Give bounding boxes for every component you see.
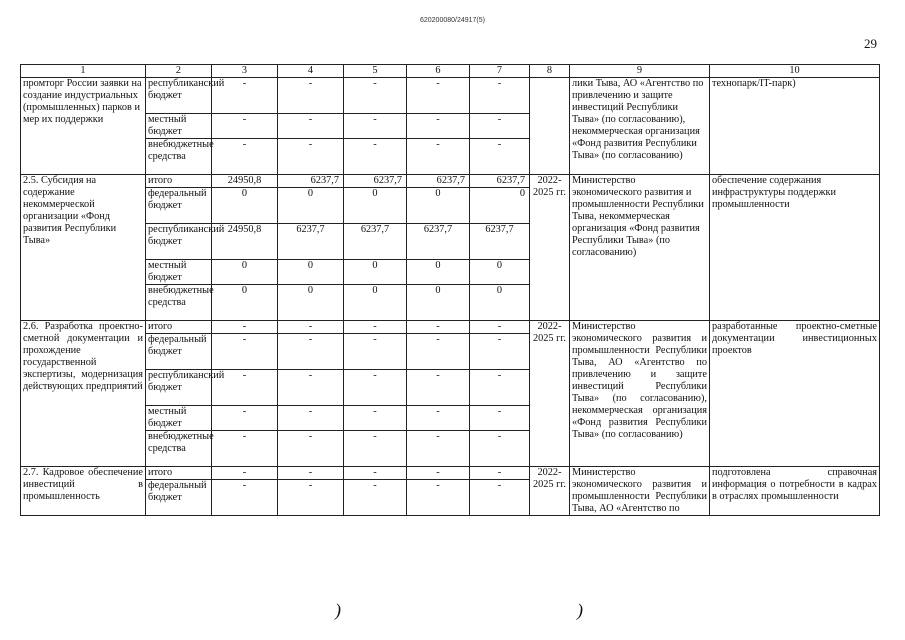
value-cell: - (212, 321, 278, 334)
funding-source: местный бюджет (146, 114, 212, 139)
table-row (21, 78, 880, 114)
activity-title: 2.7. Кадровое обеспечение инвестиций в промышленность (21, 467, 146, 516)
value-cell: - (344, 78, 407, 114)
col-header: 9 (570, 65, 710, 78)
value-cell: - (344, 114, 407, 139)
value-cell: - (344, 480, 407, 516)
funding-source: местный бюджет (146, 260, 212, 285)
value-cell: - (470, 321, 530, 334)
col-header: 3 (212, 65, 278, 78)
value-cell: - (407, 321, 470, 334)
funding-source: федеральный бюджет (146, 188, 212, 224)
value-cell: - (212, 139, 278, 175)
funding-source: итого (146, 321, 212, 334)
value-cell: - (470, 467, 530, 480)
value-cell: - (278, 114, 344, 139)
value-cell: - (344, 321, 407, 334)
header-row (21, 65, 880, 78)
value-cell: - (344, 139, 407, 175)
document-id: 620200080/24917(5) (419, 17, 485, 24)
result-cell: технопарк/IT-парк) (710, 78, 880, 175)
funding-source: внебюджетные средства (146, 431, 212, 467)
activity-title: 2.5. Субсидия на содержание некоммерческой организации «Фонд развития Республики Тыва» (21, 175, 146, 321)
value-cell: - (470, 406, 530, 431)
funding-source: республиканский бюджет (146, 370, 212, 406)
value-cell: - (407, 139, 470, 175)
value-cell: - (407, 467, 470, 480)
value-cell: - (407, 406, 470, 431)
result-cell: подготовлена справочная информация о потребности в кадрах в отраслях промышленности (710, 467, 880, 516)
value-cell: 6237,7 (407, 224, 470, 260)
value-cell: 6237,7 (470, 224, 530, 260)
value-cell: - (278, 321, 344, 334)
value-cell: - (212, 467, 278, 480)
value-cell: 0 (407, 260, 470, 285)
value-cell: 6237,7 (344, 224, 407, 260)
value-cell: 24950,8 (212, 175, 278, 188)
funding-source: итого (146, 175, 212, 188)
funding-source: внебюджетные средства (146, 139, 212, 175)
funding-source: итого (146, 467, 212, 480)
value-cell: 0 (470, 285, 530, 321)
value-cell: - (278, 431, 344, 467)
value-cell: 6237,7 (407, 175, 470, 188)
col-header: 5 (344, 65, 407, 78)
funding-source: местный бюджет (146, 406, 212, 431)
period-cell: 2022-2025 гг. (530, 321, 570, 467)
value-cell: - (278, 139, 344, 175)
program-table (20, 64, 880, 516)
value-cell: - (407, 431, 470, 467)
value-cell: 0 (212, 285, 278, 321)
value-cell: - (344, 431, 407, 467)
value-cell: 6237,7 (344, 175, 407, 188)
period-cell: 2022-2025 гг. (530, 467, 570, 516)
value-cell: - (407, 78, 470, 114)
value-cell: 0 (407, 285, 470, 321)
value-cell: 0 (278, 285, 344, 321)
pen-mark: ) (335, 600, 341, 620)
value-cell: - (407, 334, 470, 370)
value-cell: - (407, 480, 470, 516)
value-cell: 0 (407, 188, 470, 224)
col-header: 2 (146, 65, 212, 78)
activity-title: промторг России заявки на создание индустриальных (промышленных) парков и мер их поддержки (21, 78, 146, 175)
value-cell: - (407, 370, 470, 406)
pen-mark: ) (577, 600, 583, 620)
value-cell: - (344, 406, 407, 431)
value-cell: - (278, 370, 344, 406)
value-cell: - (470, 480, 530, 516)
table-row (21, 467, 880, 480)
value-cell: 0 (470, 188, 530, 224)
value-cell: 0 (344, 285, 407, 321)
value-cell: - (278, 406, 344, 431)
funding-source: республиканский бюджет (146, 224, 212, 260)
funding-source: республиканский бюджет (146, 78, 212, 114)
value-cell: - (344, 370, 407, 406)
value-cell: 0 (344, 260, 407, 285)
value-cell: 0 (212, 188, 278, 224)
value-cell: - (344, 467, 407, 480)
value-cell: - (278, 480, 344, 516)
value-cell: - (278, 467, 344, 480)
page-number: 29 (864, 36, 877, 51)
value-cell: - (212, 406, 278, 431)
executor-cell: лики Тыва, АО «Агентство по привлечению и защите инвестиций Республики Тыва» (по согласованию), некоммерческая организация «Фонд развития Республики Тыва» (по согласованию) (570, 78, 710, 175)
result-cell: обеспечение содержания инфраструктуры поддержки промышленности (710, 175, 880, 321)
value-cell: - (212, 334, 278, 370)
value-cell: - (344, 334, 407, 370)
value-cell: 0 (278, 188, 344, 224)
col-header: 6 (407, 65, 470, 78)
funding-source: федеральный бюджет (146, 334, 212, 370)
value-cell: - (470, 334, 530, 370)
value-cell: 6237,7 (278, 175, 344, 188)
value-cell: - (470, 139, 530, 175)
value-cell: 0 (344, 188, 407, 224)
value-cell: 0 (470, 260, 530, 285)
value-cell: - (407, 114, 470, 139)
executor-cell: Министерство экономического развития и промышленности Республики Тыва, АО «Агентство по (570, 467, 710, 516)
value-cell: - (470, 370, 530, 406)
col-header: 7 (470, 65, 530, 78)
col-header: 1 (21, 65, 146, 78)
value-cell: 6237,7 (470, 175, 530, 188)
result-cell: разработанные проектно-сметные документации инвестиционных проектов (710, 321, 880, 467)
value-cell: - (212, 370, 278, 406)
value-cell: 24950,8 (212, 224, 278, 260)
col-header: 8 (530, 65, 570, 78)
value-cell: 0 (278, 260, 344, 285)
funding-source: федеральный бюджет (146, 480, 212, 516)
period-cell (530, 78, 570, 175)
period-cell: 2022-2025 гг. (530, 175, 570, 321)
value-cell: 6237,7 (278, 224, 344, 260)
col-header: 4 (278, 65, 344, 78)
value-cell: - (278, 334, 344, 370)
value-cell: - (212, 78, 278, 114)
col-header: 10 (710, 65, 880, 78)
value-cell: - (470, 431, 530, 467)
value-cell: 0 (212, 260, 278, 285)
value-cell: - (470, 78, 530, 114)
table-row (21, 175, 880, 188)
value-cell: - (212, 480, 278, 516)
value-cell: - (212, 431, 278, 467)
executor-cell: Министерство экономического развития и промышленности Республики Тыва, АО «Агентство по привлечению и защите инвестиций Республики Тыва» (по согласованию), некоммерческая организация «Фонд развития Республики Тыва» (по согласованию) (570, 321, 710, 467)
executor-cell: Министерство экономического развития и промышленности Республики Тыва, некоммерческая организация «Фонд развития Республики Тыва» (по согласованию) (570, 175, 710, 321)
value-cell: - (278, 78, 344, 114)
table-row (21, 321, 880, 334)
value-cell: - (470, 114, 530, 139)
value-cell: - (212, 114, 278, 139)
activity-title: 2.6. Разработка проектно-сметной документации и прохождение государственной экспертизы, модернизация действующих предприятий (21, 321, 146, 467)
funding-source: внебюджетные средства (146, 285, 212, 321)
